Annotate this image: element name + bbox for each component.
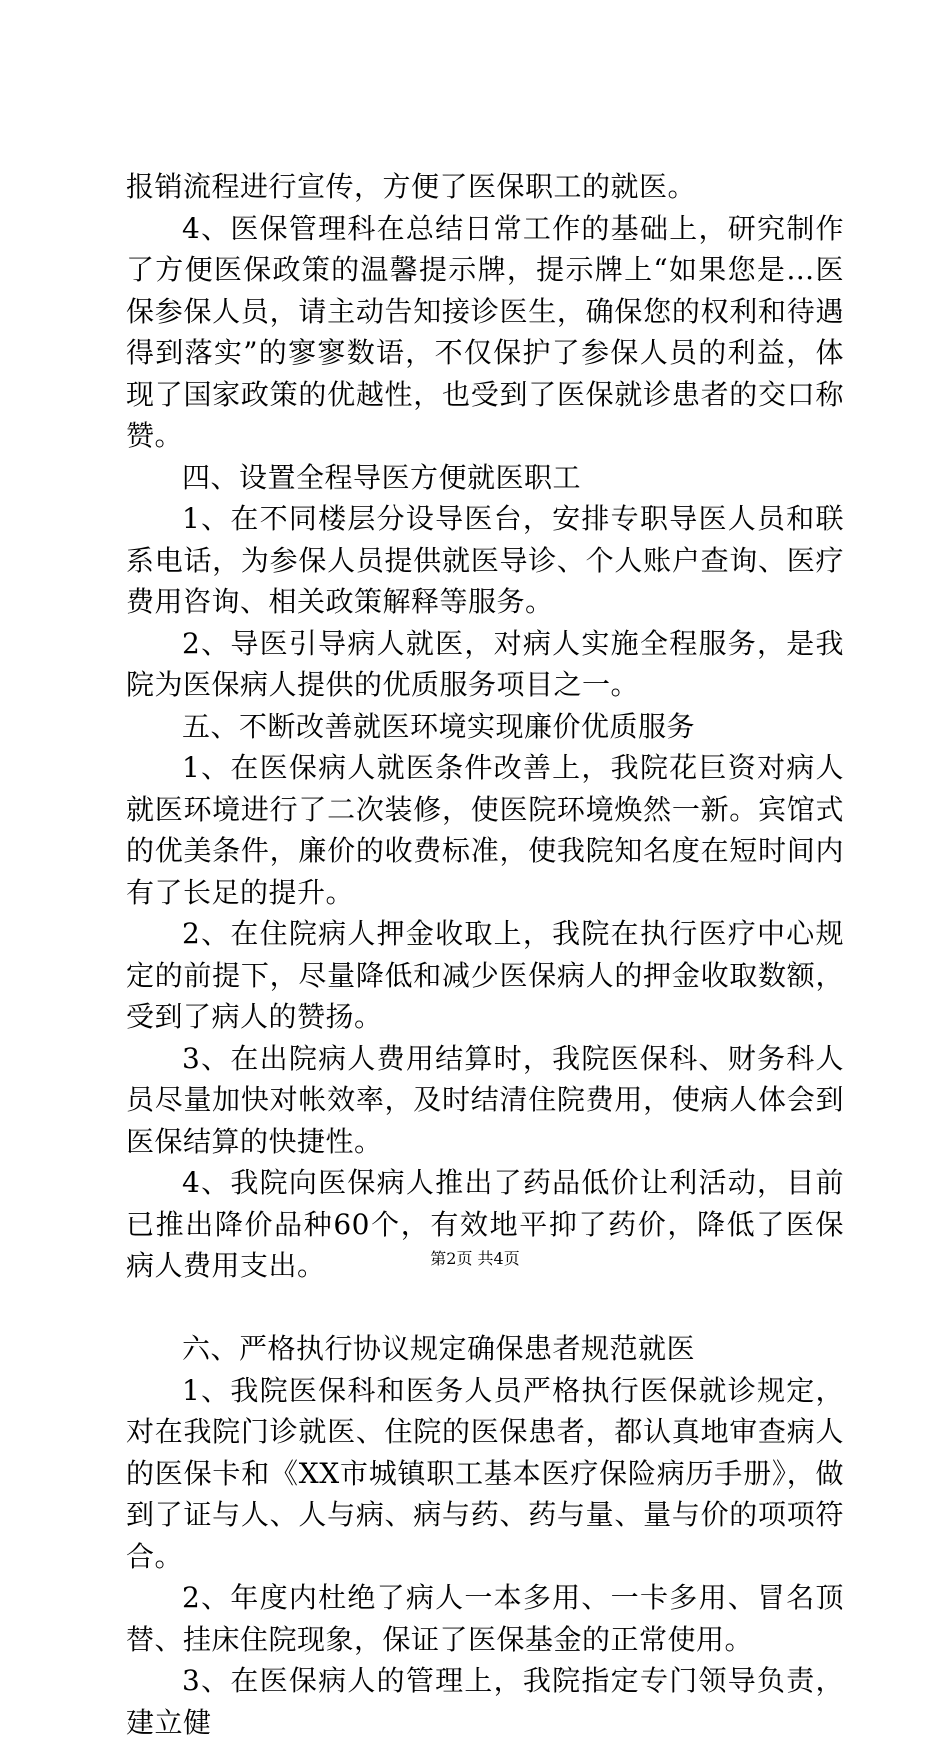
paragraph: 报销流程进行宣传，方便了医保职工的就医。 [126, 170, 697, 203]
paragraph: 1、我院医保科和医务人员严格执行医保就诊规定，对在我院门诊就医、住院的医保患者，都认真地审查病人的医保卡和《XX市城镇职工基本医疗保险病历手册》，做到了证与人、人与病、病与药、药与量、量与价的项项符合。 [126, 1373, 844, 1573]
paragraph: 3、在医保病人的管理上，我院指定专门领导负责，建立健 [126, 1664, 844, 1739]
paragraph: 4、医保管理科在总结日常工作的基础上，研究制作了方便医保政策的温馨提示牌，提示牌上“如果您是…医保参保人员，请主动告知接诊医生，确保您的权利和待遇得到落实”的寥寥数语，不仅保护了参保人员的利益，体现了国家政策的优越性，也受到了医保就诊患者的交口称赞。 [126, 211, 844, 452]
paragraph: 4、我院向医保病人推出了药品低价让利活动，目前已推出降价品种60个，有效地平抑了药价，降低了医保病人费用支出。 [126, 1166, 844, 1282]
paragraph: 五、不断改善就医环境实现廉价优质服务 [182, 709, 696, 743]
paragraph: 四、设置全程导医方便就医职工 [182, 460, 582, 494]
paragraph: 2、导医引导病人就医，对病人实施全程服务，是我院为医保病人提供的优质服务项目之一。 [126, 626, 844, 701]
paragraph: 2、在住院病人押金收取上，我院在执行医疗中心规定的前提下，尽量降低和减少医保病人的押金收取数额，受到了病人的赞扬。 [126, 917, 844, 1033]
page-footer: 第2页 共4页 [430, 1249, 520, 1268]
paragraph: 六、严格执行协议规定确保患者规范就医 [182, 1332, 696, 1365]
paragraph: 3、在出院病人费用结算时，我院医保科、财务科人员尽量加快对帐效率，及时结清住院费用，使病人体会到医保结算的快捷性。 [126, 1041, 844, 1158]
paragraph: 2、年度内杜绝了病人一本多用、一卡多用、冒名顶替、挂床住院现象，保证了医保基金的正常使用。 [126, 1581, 844, 1656]
paragraph: 1、在医保病人就医条件改善上，我院花巨资对病人就医环境进行了二次装修，使医院环境焕然一新。宾馆式的优美条件，廉价的收费标准，使我院知名度在短时间内有了长足的提升。 [126, 751, 844, 909]
document-body [126, 166, 844, 1743]
paragraph: 1、在不同楼层分设导医台，安排专职导医人员和联系电话，为参保人员提供就医导诊、个人账户查询、医疗费用咨询、相关政策解释等服务。 [126, 502, 844, 618]
